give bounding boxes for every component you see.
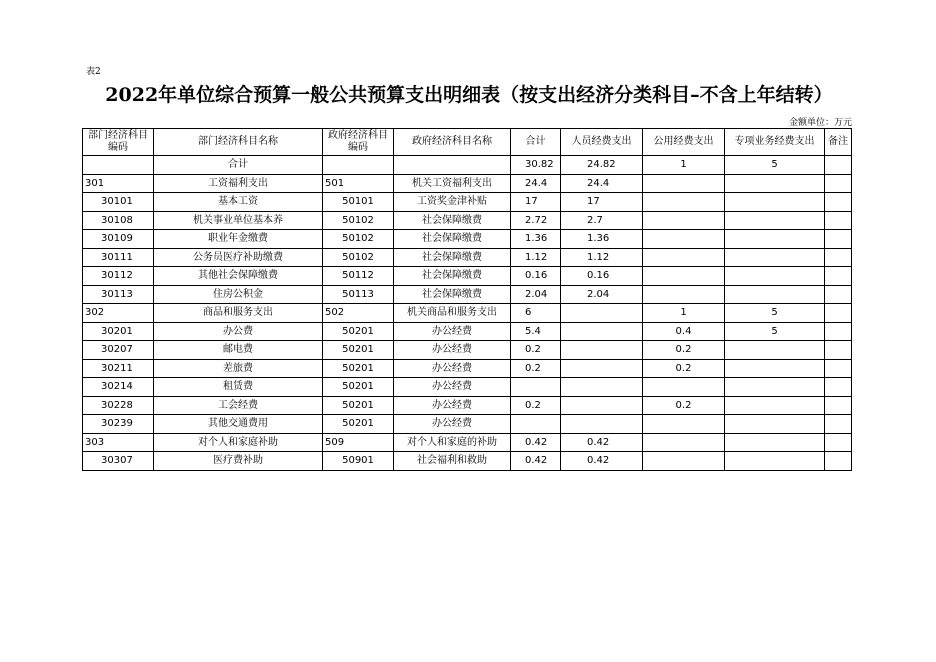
total-cell: 0.16 [511, 267, 561, 286]
gov-code-cell: 50201 [323, 415, 394, 434]
gov-name-cell: 办公经费 [394, 359, 511, 378]
header-cell: 人员经费支出 [561, 129, 643, 156]
dept-code-cell: 30112 [83, 267, 154, 286]
public-cell [643, 230, 725, 249]
special-cell: 5 [725, 322, 825, 341]
gov-name-cell: 社会保障缴费 [394, 285, 511, 304]
dept-name-cell: 工会经费 [154, 396, 323, 415]
dept-name-cell: 对个人和家庭补助 [154, 433, 323, 452]
remark-cell [825, 396, 852, 415]
remark-cell [825, 341, 852, 360]
public-cell [643, 452, 725, 471]
special-cell [725, 267, 825, 286]
table-row [83, 230, 852, 249]
gov-code-cell: 50201 [323, 322, 394, 341]
special-cell [725, 193, 825, 212]
total-cell: 30.82 [511, 156, 561, 175]
table-row [83, 322, 852, 341]
gov-name-cell: 办公经费 [394, 396, 511, 415]
special-cell [725, 396, 825, 415]
dept-code-cell: 302 [83, 304, 154, 323]
special-cell [725, 341, 825, 360]
special-cell: 5 [725, 304, 825, 323]
dept-name-cell: 其他交通费用 [154, 415, 323, 434]
gov-code-cell: 50901 [323, 452, 394, 471]
gov-code-cell [323, 156, 394, 175]
dept-code-cell: 301 [83, 174, 154, 193]
remark-cell [825, 415, 852, 434]
total-cell: 2.04 [511, 285, 561, 304]
public-cell [643, 378, 725, 397]
remark-cell [825, 322, 852, 341]
table-row [83, 452, 852, 471]
special-cell [725, 433, 825, 452]
remark-cell [825, 378, 852, 397]
table-row [83, 267, 852, 286]
table-row [83, 378, 852, 397]
special-cell [725, 174, 825, 193]
header-cell: 部门经济科目名称 [154, 129, 323, 156]
public-cell [643, 415, 725, 434]
gov-code-cell: 50102 [323, 248, 394, 267]
personnel-cell [561, 396, 643, 415]
total-cell [511, 378, 561, 397]
dept-code-cell: 30113 [83, 285, 154, 304]
dept-name-cell: 合计 [154, 156, 323, 175]
special-cell [725, 359, 825, 378]
dept-name-cell: 公务员医疗补助缴费 [154, 248, 323, 267]
dept-name-cell: 租赁费 [154, 378, 323, 397]
dept-name-cell: 住房公积金 [154, 285, 323, 304]
total-cell: 1.36 [511, 230, 561, 249]
total-cell: 1.12 [511, 248, 561, 267]
gov-name-cell: 机关工资福利支出 [394, 174, 511, 193]
total-cell: 0.2 [511, 341, 561, 360]
total-cell: 0.42 [511, 452, 561, 471]
remark-cell [825, 156, 852, 175]
dept-code-cell: 30307 [83, 452, 154, 471]
dept-name-cell: 工资福利支出 [154, 174, 323, 193]
personnel-cell: 2.04 [561, 285, 643, 304]
personnel-cell: 17 [561, 193, 643, 212]
gov-name-cell: 社会保障缴费 [394, 248, 511, 267]
personnel-cell: 1.12 [561, 248, 643, 267]
total-cell: 0.42 [511, 433, 561, 452]
remark-cell [825, 452, 852, 471]
remark-cell [825, 433, 852, 452]
expenditure-detail-table [82, 128, 852, 471]
gov-code-cell: 509 [323, 433, 394, 452]
public-cell [643, 248, 725, 267]
table-row [83, 359, 852, 378]
special-cell [725, 415, 825, 434]
gov-name-cell: 社会保障缴费 [394, 230, 511, 249]
dept-code-cell: 30108 [83, 211, 154, 230]
remark-cell [825, 359, 852, 378]
gov-name-cell: 社会保障缴费 [394, 267, 511, 286]
personnel-cell [561, 304, 643, 323]
special-cell [725, 452, 825, 471]
dept-code-cell: 30201 [83, 322, 154, 341]
table-row [83, 396, 852, 415]
remark-cell [825, 248, 852, 267]
total-cell: 0.2 [511, 396, 561, 415]
header-cell: 部门经济科目编码 [83, 129, 154, 156]
dept-name-cell: 其他社会保障缴费 [154, 267, 323, 286]
table-row [83, 304, 852, 323]
gov-code-cell: 50101 [323, 193, 394, 212]
special-cell [725, 211, 825, 230]
dept-code-cell: 30239 [83, 415, 154, 434]
gov-name-cell: 工资奖金津补贴 [394, 193, 511, 212]
total-cell: 17 [511, 193, 561, 212]
remark-cell [825, 174, 852, 193]
dept-name-cell: 职业年金缴费 [154, 230, 323, 249]
header-cell: 公用经费支出 [643, 129, 725, 156]
personnel-cell [561, 415, 643, 434]
personnel-cell: 0.42 [561, 452, 643, 471]
remark-cell [825, 285, 852, 304]
total-cell: 6 [511, 304, 561, 323]
public-cell: 0.2 [643, 359, 725, 378]
gov-code-cell: 50102 [323, 230, 394, 249]
header-cell: 政府经济科目名称 [394, 129, 511, 156]
total-cell: 0.2 [511, 359, 561, 378]
dept-code-cell: 30101 [83, 193, 154, 212]
dept-name-cell: 医疗费补助 [154, 452, 323, 471]
dept-code-cell: 30207 [83, 341, 154, 360]
personnel-cell: 24.82 [561, 156, 643, 175]
amount-unit-label: 金额单位：万元 [788, 118, 852, 128]
table-row [83, 341, 852, 360]
personnel-cell [561, 322, 643, 341]
dept-code-cell: 30214 [83, 378, 154, 397]
gov-name-cell [394, 156, 511, 175]
table-header-row [83, 129, 852, 156]
public-cell: 0.2 [643, 341, 725, 360]
gov-code-cell: 50201 [323, 341, 394, 360]
gov-name-cell: 办公经费 [394, 415, 511, 434]
gov-name-cell: 办公经费 [394, 378, 511, 397]
gov-name-cell: 社会福利和救助 [394, 452, 511, 471]
special-cell: 5 [725, 156, 825, 175]
dept-name-cell: 基本工资 [154, 193, 323, 212]
dept-code-cell: 30228 [83, 396, 154, 415]
total-cell [511, 415, 561, 434]
public-cell [643, 285, 725, 304]
gov-name-cell: 对个人和家庭的补助 [394, 433, 511, 452]
remark-cell [825, 193, 852, 212]
dept-code-cell: 30111 [83, 248, 154, 267]
total-cell: 5.4 [511, 322, 561, 341]
personnel-cell [561, 359, 643, 378]
gov-name-cell: 办公经费 [394, 322, 511, 341]
remark-cell [825, 304, 852, 323]
personnel-cell: 2.7 [561, 211, 643, 230]
public-cell [643, 174, 725, 193]
document-title: 2022年单位综合预算一般公共预算支出明细表（按支出经济分类科目–不含上年结转） [105, 84, 833, 106]
personnel-cell: 0.16 [561, 267, 643, 286]
personnel-cell [561, 341, 643, 360]
gov-name-cell: 机关商品和服务支出 [394, 304, 511, 323]
total-cell: 2.72 [511, 211, 561, 230]
table-row [83, 415, 852, 434]
personnel-cell: 0.42 [561, 433, 643, 452]
gov-code-cell: 501 [323, 174, 394, 193]
dept-name-cell: 商品和服务支出 [154, 304, 323, 323]
table-row [83, 211, 852, 230]
gov-code-cell: 50102 [323, 211, 394, 230]
header-cell: 专项业务经费支出 [725, 129, 825, 156]
dept-code-cell: 303 [83, 433, 154, 452]
special-cell [725, 230, 825, 249]
public-cell: 1 [643, 156, 725, 175]
header-cell: 合计 [511, 129, 561, 156]
public-cell: 1 [643, 304, 725, 323]
dept-name-cell: 办公费 [154, 322, 323, 341]
remark-cell [825, 211, 852, 230]
dept-code-cell: 30109 [83, 230, 154, 249]
gov-code-cell: 502 [323, 304, 394, 323]
public-cell [643, 267, 725, 286]
special-cell [725, 248, 825, 267]
gov-name-cell: 办公经费 [394, 341, 511, 360]
table-row [83, 433, 852, 452]
header-cell: 备注 [825, 129, 852, 156]
total-cell: 24.4 [511, 174, 561, 193]
dept-name-cell: 邮电费 [154, 341, 323, 360]
dept-code-cell [83, 156, 154, 175]
personnel-cell [561, 378, 643, 397]
table-number: 表2 [86, 67, 101, 77]
header-cell: 政府经济科目编码 [323, 129, 394, 156]
dept-code-cell: 30211 [83, 359, 154, 378]
public-cell [643, 211, 725, 230]
public-cell: 0.4 [643, 322, 725, 341]
dept-name-cell: 差旅费 [154, 359, 323, 378]
remark-cell [825, 230, 852, 249]
gov-code-cell: 50201 [323, 396, 394, 415]
table-row [83, 285, 852, 304]
table-row [83, 174, 852, 193]
special-cell [725, 285, 825, 304]
special-cell [725, 378, 825, 397]
table-row [83, 193, 852, 212]
gov-code-cell: 50201 [323, 378, 394, 397]
gov-name-cell: 社会保障缴费 [394, 211, 511, 230]
public-cell: 0.2 [643, 396, 725, 415]
public-cell [643, 193, 725, 212]
dept-name-cell: 机关事业单位基本养 [154, 211, 323, 230]
table-row [83, 156, 852, 175]
personnel-cell: 24.4 [561, 174, 643, 193]
table-row [83, 248, 852, 267]
gov-code-cell: 50112 [323, 267, 394, 286]
gov-code-cell: 50201 [323, 359, 394, 378]
remark-cell [825, 267, 852, 286]
personnel-cell: 1.36 [561, 230, 643, 249]
public-cell [643, 433, 725, 452]
gov-code-cell: 50113 [323, 285, 394, 304]
